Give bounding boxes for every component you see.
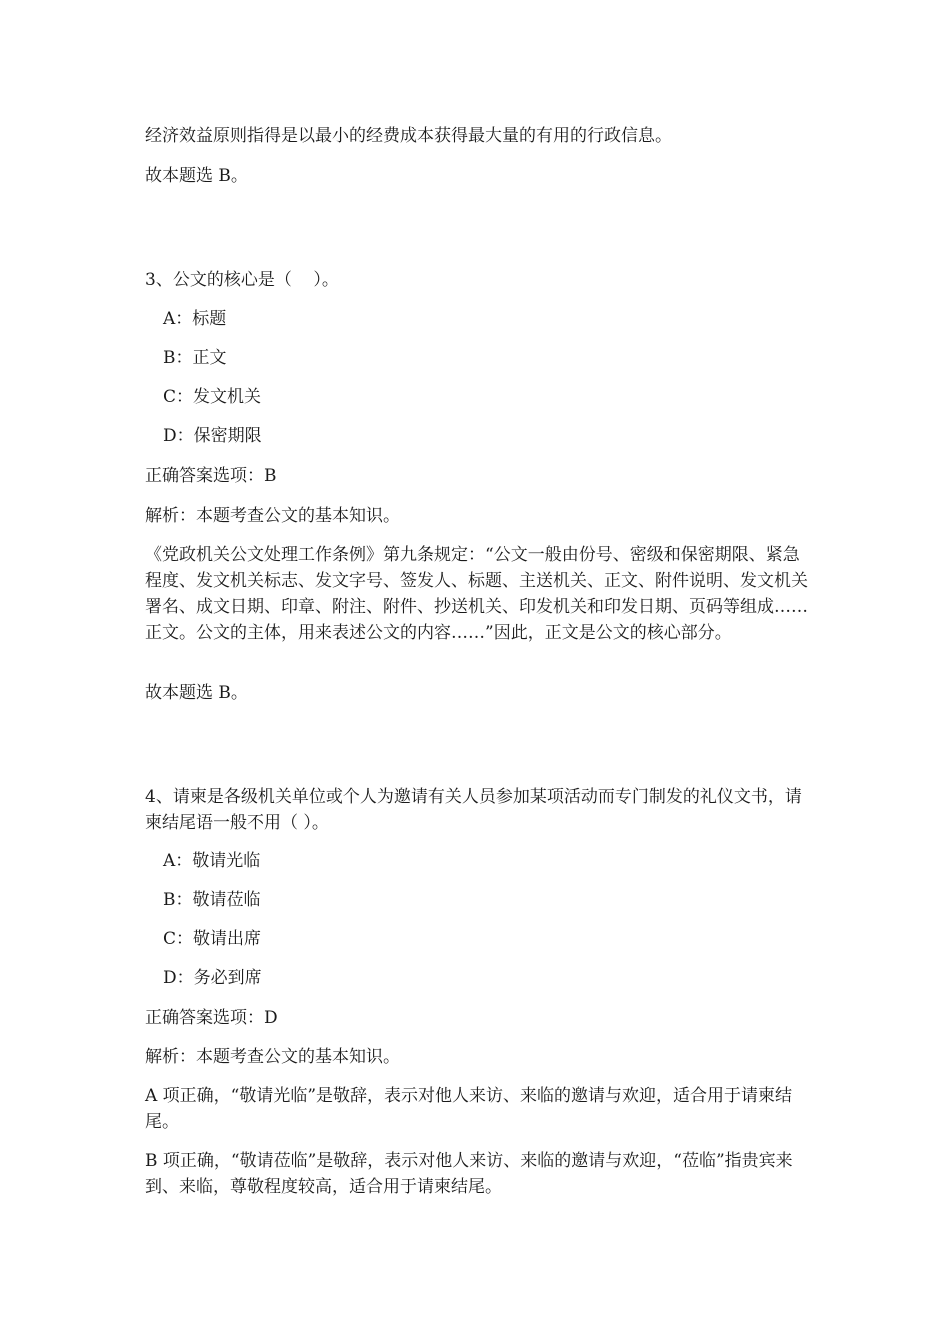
q3-conclusion: 故本题选 B。 xyxy=(145,683,248,703)
q4-question: 4、请柬是各级机关单位或个人为邀请有关人员参加某项活动而专门制发的礼仪文书，请柬结尾语一般不用（ ）。 xyxy=(145,787,802,833)
q3-answer: 正确答案选项：B xyxy=(145,466,277,486)
q4-option-b: B：敬请莅临 xyxy=(163,890,261,910)
q3-analysis: 解析：本题考查公文的基本知识。 xyxy=(145,506,400,526)
q3-option-b: B：正文 xyxy=(163,348,227,368)
q4-option-d: D：务必到席 xyxy=(163,968,262,988)
q4-analysis: 解析：本题考查公文的基本知识。 xyxy=(145,1047,400,1067)
q4-answer: 正确答案选项：D xyxy=(145,1008,278,1028)
prev-explanation-tail: 经济效益原则指得是以最小的经费成本获得最大量的有用的行政信息。 xyxy=(145,126,672,146)
q3-quote: 《党政机关公文处理工作条例》第九条规定：“公文一般由份号、密级和保密期限、紧急程度、发文机关标志、发文字号、签发人、标题、主送机关、正文、附件说明、发文机关署名、成文日期、印章、附注、附件、抄送机关、印发机关和印发日期、页码等组成……正文。公文的主体，用来表述公文的内容……”因此，正文是公文的核心部分。 xyxy=(145,545,808,643)
q4-option-a: A：敬请光临 xyxy=(163,851,261,871)
prev-conclusion: 故本题选 B。 xyxy=(145,166,248,186)
q3-option-a: A：标题 xyxy=(163,309,227,329)
q3-option-c: C：发文机关 xyxy=(163,387,262,407)
q3-question: 3、公文的核心是（ ）。 xyxy=(145,270,339,290)
q4-a-item: A 项正确，“敬请光临”是敬辞，表示对他人来访、来临的邀请与欢迎，适合用于请柬结尾。 xyxy=(145,1086,793,1132)
q4-b-item: B 项正确，“敬请莅临”是敬辞，表示对他人来访、来临的邀请与欢迎，“莅临”指贵宾来到、来临，尊敬程度较高，适合用于请柬结尾。 xyxy=(145,1151,793,1197)
q3-option-d: D：保密期限 xyxy=(163,426,262,446)
q4-option-c: C：敬请出席 xyxy=(163,929,262,949)
